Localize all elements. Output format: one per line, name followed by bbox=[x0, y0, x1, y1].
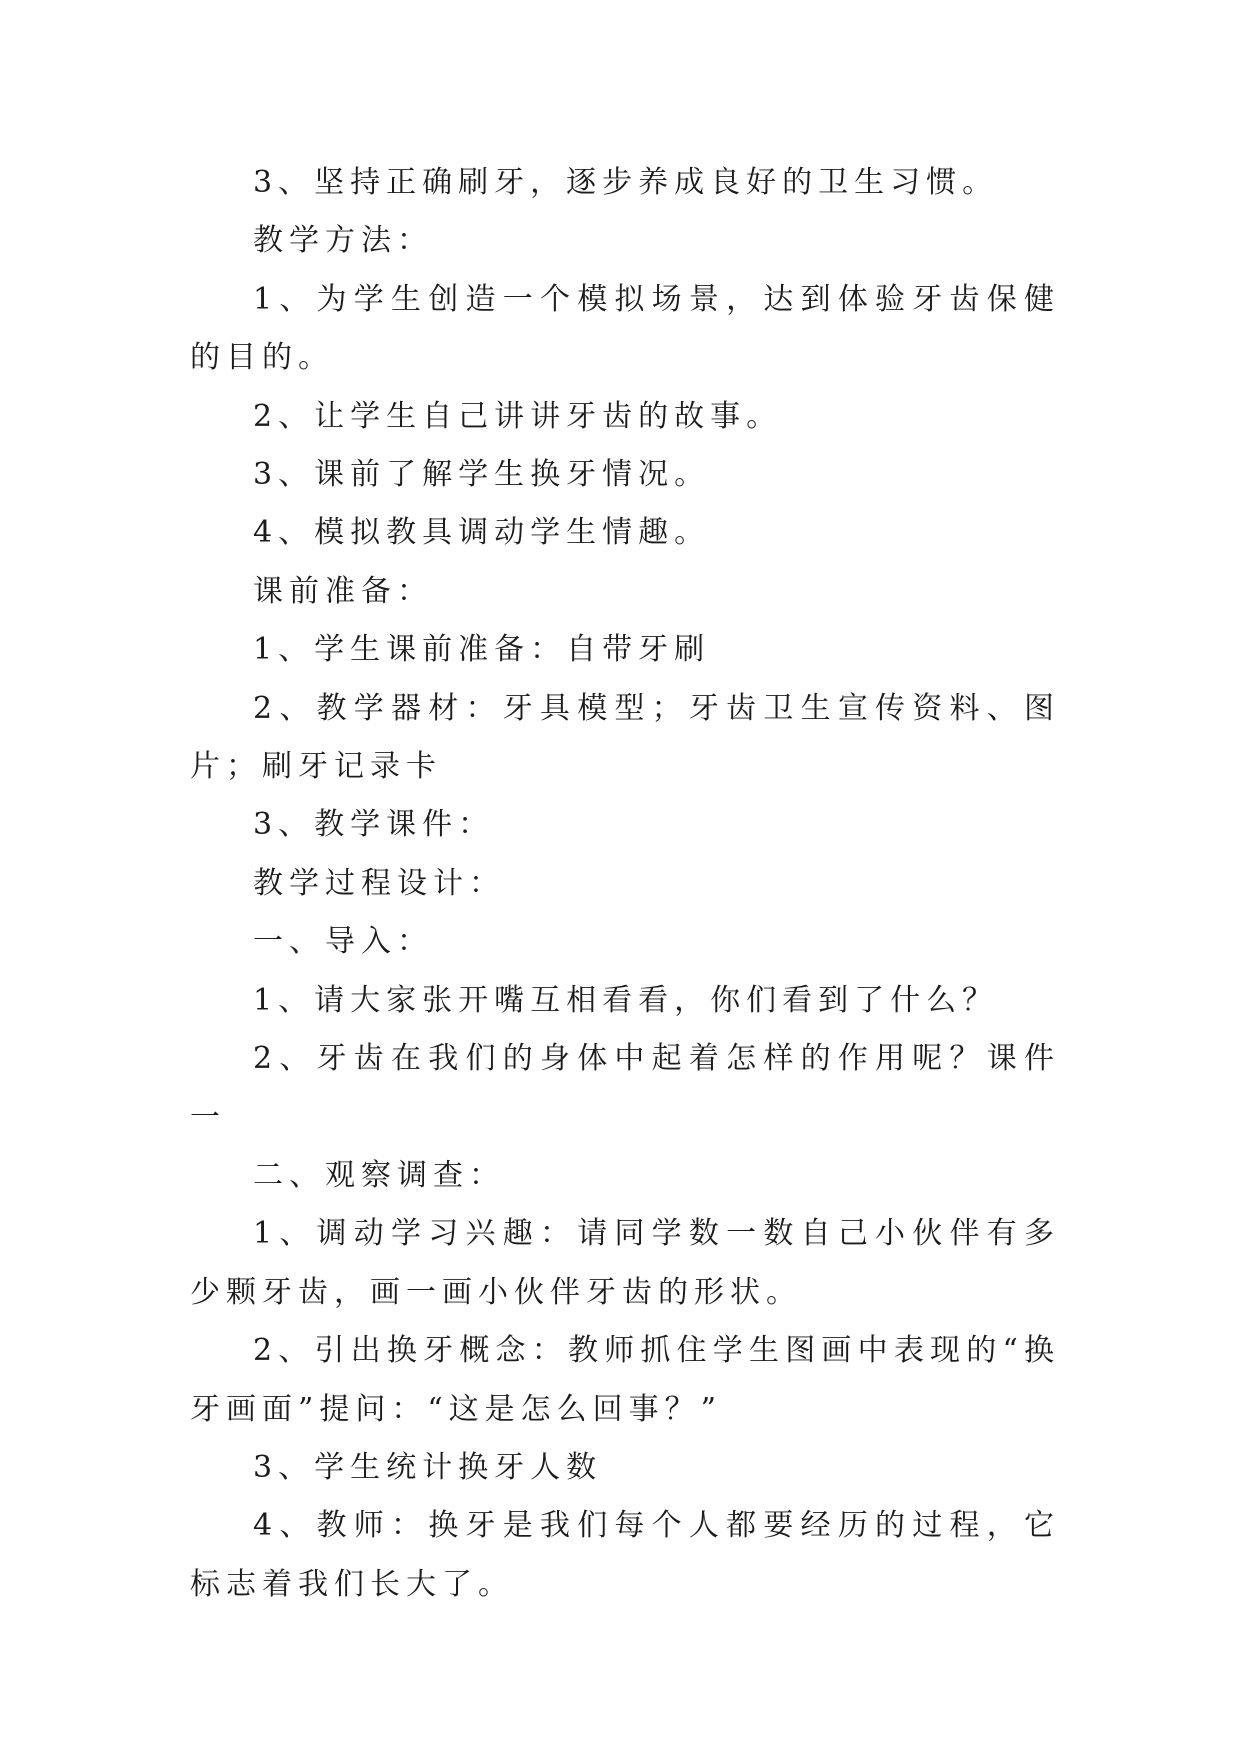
heading-teaching-methods: 教学方法： bbox=[253, 223, 433, 259]
paragraph-method-1: 1、为学生创造一个模拟场景，达到体验牙齿保健的目的。 bbox=[190, 281, 1060, 376]
paragraph-intro-1: 1、请大家张开嘴互相看看，你们看到了什么？ bbox=[253, 982, 999, 1018]
heading-observation: 二、观察调查： bbox=[253, 1157, 505, 1193]
heading-process-design: 教学过程设计： bbox=[253, 865, 505, 901]
paragraph-observation-2: 2、引出换牙概念：教师抓住学生图画中表现的“换牙画面”提问：“这是怎么回事？” bbox=[190, 1333, 1060, 1427]
paragraph-observation-1: 1、调动学习兴趣：请同学数一数自己小伙伴有多少颗牙齿，画一画小伙伴牙齿的形状。 bbox=[190, 1216, 1060, 1310]
paragraph-intro-2: 2、牙齿在我们的身体中起着怎样的作用呢？课件一 bbox=[190, 1041, 1060, 1135]
paragraph-preparation-2: 2、教学器材：牙具模型；牙齿卫生宣传资料、图片；刷牙记录卡 bbox=[190, 690, 1060, 785]
paragraph-preparation-1: 1、学生课前准备：自带牙刷 bbox=[253, 632, 711, 668]
paragraph-method-3: 3、课前了解学生换牙情况。 bbox=[253, 457, 711, 493]
document-body bbox=[190, 154, 1060, 1614]
paragraph-method-4: 4、模拟教具调动学生情趣。 bbox=[253, 515, 711, 551]
paragraph-observation-4: 4、教师：换牙是我们每个人都要经历的过程，它标志着我们长大了。 bbox=[190, 1508, 1060, 1602]
heading-introduction: 一、导入： bbox=[253, 924, 433, 960]
paragraph-goal-3: 3、坚持正确刷牙，逐步养成良好的卫生习惯。 bbox=[253, 165, 999, 200]
paragraph-method-2: 2、让学生自己讲讲牙齿的故事。 bbox=[253, 398, 783, 434]
heading-preparation: 课前准备： bbox=[253, 573, 433, 609]
paragraph-observation-3: 3、学生统计换牙人数 bbox=[253, 1449, 603, 1485]
paragraph-preparation-3: 3、教学课件： bbox=[253, 807, 495, 843]
